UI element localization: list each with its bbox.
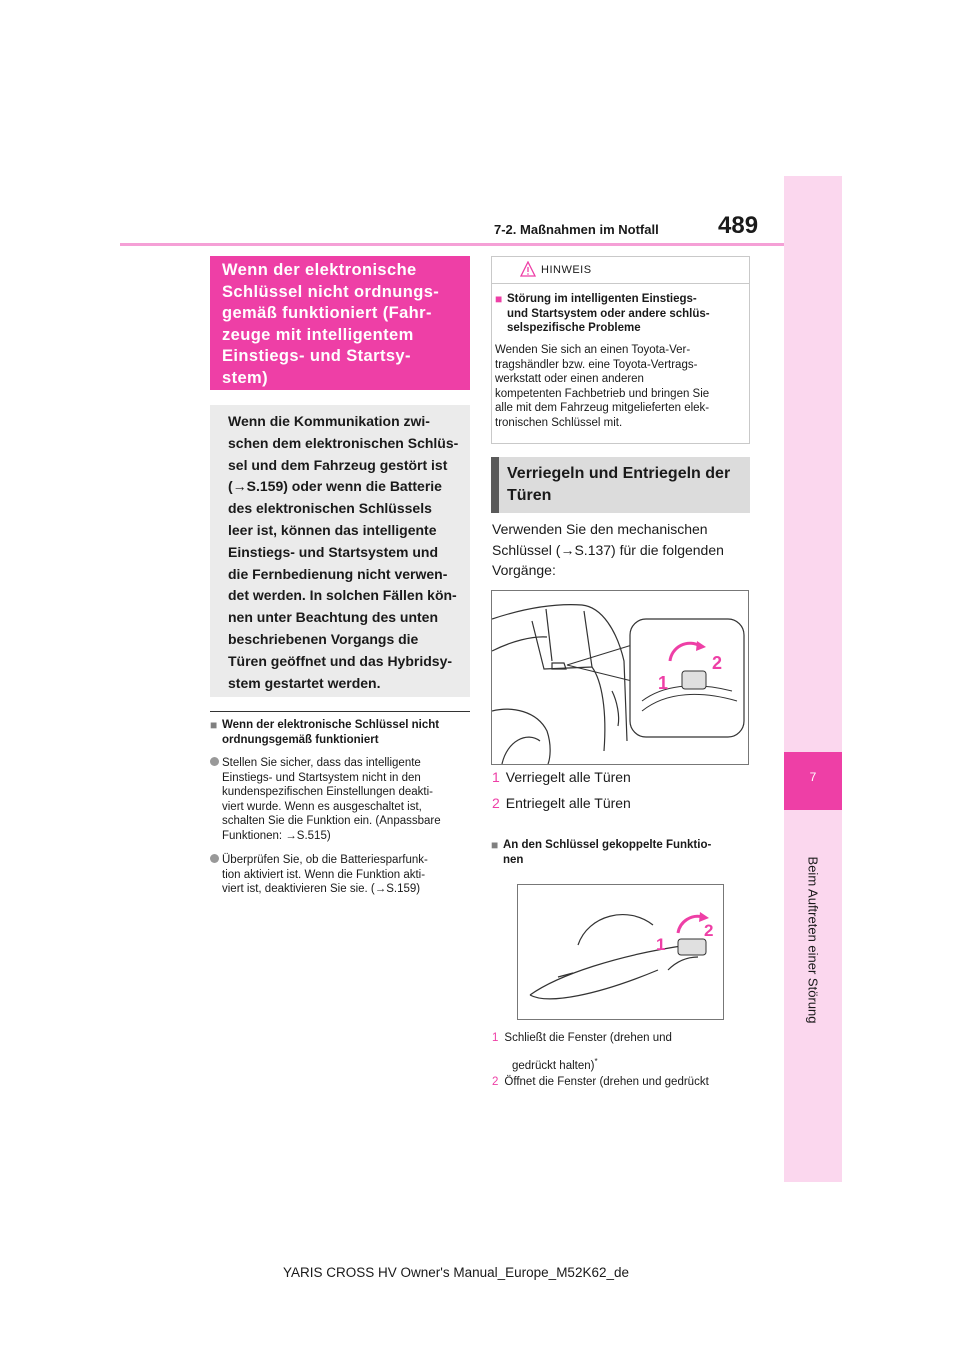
bullet-dot-icon xyxy=(210,854,219,863)
square-bullet-icon: ■ xyxy=(491,838,499,852)
footer-text: YARIS CROSS HV Owner's Manual_Europe_M52K62_de xyxy=(283,1265,629,1280)
hinweis-divider xyxy=(491,283,750,284)
hinweis-body-line: alle mit dem Fahrzeug mitgelieferten elek- xyxy=(495,402,710,414)
hinweis-body-line: kompetenten Fachbetrieb und bringen Sie xyxy=(495,387,710,400)
divider xyxy=(210,711,470,712)
step-number: 2 xyxy=(492,795,500,811)
hinweis-heading-line: selspezifische Probleme xyxy=(507,322,641,334)
lock-heading-line: Verriegeln und Entriegeln der xyxy=(507,465,731,482)
footnote-marker: * xyxy=(594,1057,598,1066)
lock-heading-line: Türen xyxy=(507,487,552,504)
intro-box xyxy=(210,405,470,697)
intro-line: Einstiegs- und Startsystem und xyxy=(228,543,439,560)
bullet-line: Einstiegs- und Startsystem nicht in den xyxy=(222,771,421,784)
hinweis-body-line: tronischen Schlüssel mit. xyxy=(495,416,623,429)
figure-label: 2 xyxy=(704,921,714,940)
bullet-item xyxy=(210,756,472,843)
step-text: Entriegelt alle Türen xyxy=(505,795,631,811)
intro-paragraph-line: Vorgänge: xyxy=(492,562,556,578)
car-door-illustration xyxy=(492,591,748,764)
hinweis-body-line: tragshändler bzw. eine Toyota-Vertrags- xyxy=(495,358,698,371)
step-text: gedrückt halten) xyxy=(512,1059,595,1072)
intro-line: beschriebenen Vorgangs die xyxy=(228,630,419,647)
hinweis-heading-line: Störung im intelligenten Einstiegs- xyxy=(507,293,697,305)
bullet-line: tion aktiviert ist. Wenn die Funktion akti- xyxy=(222,868,426,881)
step-item xyxy=(492,767,631,788)
intro-line: det werden. In solchen Fällen kön- xyxy=(228,587,457,604)
intro-line: schen dem elektronischen Schlüs- xyxy=(228,434,459,451)
subhead-line: ordnungsgemäß funktioniert xyxy=(222,734,379,746)
step-text: Schließt die Fenster (drehen und xyxy=(504,1032,672,1044)
function-step-item xyxy=(492,1026,757,1078)
subhead-key-functions xyxy=(491,838,753,868)
lock-heading xyxy=(507,463,743,507)
figure-label: 1 xyxy=(656,935,666,954)
figure-label: 1 xyxy=(658,673,669,693)
pink-heading-line: Einstiegs- und Startsy- xyxy=(222,347,411,365)
hinweis-heading-line: und Startsystem oder andere schlüs- xyxy=(507,307,710,320)
door-handle-illustration xyxy=(518,885,723,1019)
subhead-line: nen xyxy=(503,854,524,866)
bullet-line: kundenspezifischen Einstellungen deakti- xyxy=(222,786,433,798)
subhead-key-malfunction xyxy=(210,718,472,748)
header-rule xyxy=(120,243,784,246)
bullet-line: Stellen Sie sicher, dass das intelligente xyxy=(222,757,421,769)
bullet-dot-icon xyxy=(210,757,219,766)
intro-line: Wenn die Kommunikation zwi- xyxy=(228,413,430,429)
bullet-line: Funktionen: →S.515) xyxy=(222,829,331,842)
chapter-side-tab xyxy=(784,176,842,1182)
chapter-label: Beim Auftreten einer Störung xyxy=(805,856,821,1024)
square-bullet-icon: ■ xyxy=(210,718,218,732)
function-step-item xyxy=(492,1076,757,1088)
intro-paragraph xyxy=(492,519,752,581)
bullet-line: Überprüfen Sie, ob die Batteriesparfunk- xyxy=(222,854,428,866)
intro-line: Türen geöffnet und das Hybridsy- xyxy=(228,652,453,669)
bullet-line: viert wurde. Wenn es ausgeschaltet ist, xyxy=(222,800,422,813)
hinweis-body-line: Wenden Sie sich an einen Toyota-Ver- xyxy=(495,344,691,356)
step-number: 1 xyxy=(492,1032,499,1044)
intro-line: nen unter Beachtung des unten xyxy=(228,609,439,626)
bullet-item xyxy=(210,853,472,897)
hinweis-body-line: werkstatt oder einen anderen xyxy=(495,373,644,385)
hinweis-label: HINWEIS xyxy=(541,264,592,276)
bullet-line: viert ist, deaktivieren Sie sie. (→S.159) xyxy=(222,883,421,895)
intro-paragraph-line: Verwenden Sie den mechanischen xyxy=(492,521,708,537)
pink-heading-line: Schlüssel nicht ordnungs- xyxy=(222,282,440,301)
section-title: 7-2. Maßnahmen im Notfall xyxy=(494,222,659,237)
step-text: Öffnet die Fenster (drehen und gedrückt xyxy=(504,1076,709,1088)
step-text: Verriegelt alle Türen xyxy=(505,769,631,785)
hinweis-heading xyxy=(495,292,747,336)
bullet-line: schalten Sie die Funktion ein. (Anpassbare xyxy=(222,815,441,827)
intro-line: leer ist, können das intelligente xyxy=(228,521,437,538)
pink-heading-line: zeuge mit intelligentem xyxy=(222,325,414,344)
heading-bar xyxy=(491,457,499,513)
step-number: 1 xyxy=(492,769,500,785)
figure-label: 2 xyxy=(712,653,723,673)
intro-line: des elektronischen Schlüssels xyxy=(228,500,432,517)
figure-car-door xyxy=(491,590,749,765)
chapter-number: 7 xyxy=(809,770,817,784)
step-number: 2 xyxy=(492,1076,499,1088)
pink-heading-line: Wenn der elektronische xyxy=(222,261,417,279)
subhead-line: An den Schlüssel gekoppelte Funktio- xyxy=(503,839,712,851)
intro-paragraph-line: Schlüssel (→S.137) für die folgenden xyxy=(492,541,724,558)
intro-line: sel und dem Fahrzeug gestört ist xyxy=(228,456,448,473)
intro-line: die Fernbedienung nicht verwen- xyxy=(228,565,448,582)
step-item xyxy=(492,793,631,814)
warning-triangle-icon xyxy=(520,261,536,277)
intro-line: stem gestartet werden. xyxy=(228,674,381,691)
pink-heading-box xyxy=(210,256,470,390)
pink-heading-line: gemäß funktioniert (Fahr- xyxy=(222,304,432,322)
intro-line: (→S.159) oder wenn die Batterie xyxy=(228,478,442,495)
square-bullet-icon: ■ xyxy=(495,292,503,306)
figure-door-handle xyxy=(517,884,724,1020)
pink-heading-line: stem) xyxy=(222,368,269,387)
page-number: 489 xyxy=(718,212,759,239)
subhead-line: Wenn der elektronische Schlüssel nicht xyxy=(222,719,440,731)
hinweis-body xyxy=(495,343,747,430)
